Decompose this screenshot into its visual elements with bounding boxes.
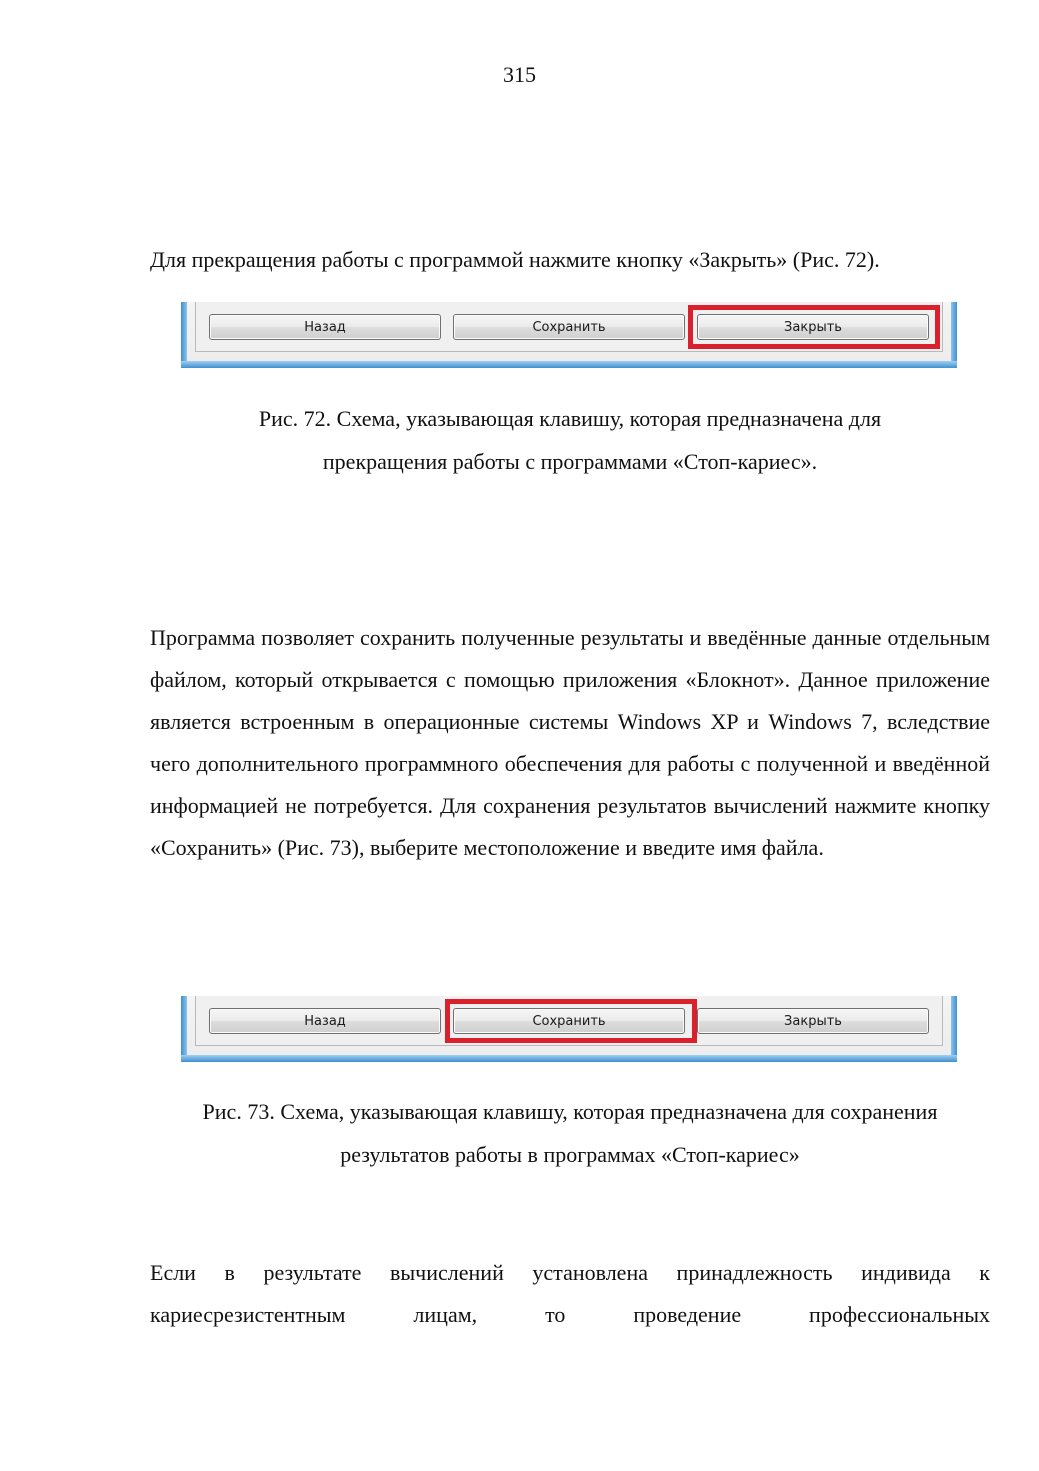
figure-72-screenshot [181, 302, 957, 368]
back-button[interactable]: Назад [209, 314, 441, 340]
caption-line: Рис. 73. Схема, указывающая клавишу, которая предназначена для сохранения [202, 1099, 938, 1124]
figure-73-caption [110, 1090, 1030, 1176]
figure-72-caption [110, 397, 1030, 483]
body-paragraph: Программа позволяет сохранить полученные результаты и введённые данные отдельным файлом, который открывается с помощью приложения «Блокнот». Данное приложение является встроенным в операционные системы Windows XP и Windows 7, вследствие чего дополнительного программного обеспечения для работы с полученной и введённой информацией не потребуется. Для сохранения результатов вычислений нажмите кнопку «Сохранить» (Рис. 73), выберите местоположение и введите имя файла. [150, 625, 990, 860]
intro-paragraph: Для прекращения работы с программой нажмите кнопку «Закрыть» (Рис. 72). [150, 247, 880, 272]
closing-line-1: Если в результате вычислений установлена принадлежность индивида к [150, 1260, 990, 1285]
window-frame-bottom [181, 361, 957, 368]
window-frame-left [181, 302, 187, 368]
window-frame-left [181, 996, 187, 1062]
page-number: 315 [503, 62, 536, 87]
window-frame-right [951, 302, 957, 368]
closing-line-2: кариесрезистентным лицам, то проведение профессиональных [150, 1302, 990, 1327]
figure-73-screenshot [181, 996, 957, 1062]
caption-line: прекращения работы с программами «Стоп-кариес». [322, 449, 818, 474]
window-frame-bottom [181, 1055, 957, 1062]
close-button[interactable]: Закрыть [697, 314, 929, 340]
window-frame-right [951, 996, 957, 1062]
caption-line: Рис. 72. Схема, указывающая клавишу, которая предназначена для [258, 406, 882, 431]
save-button-highlight [445, 999, 697, 1043]
save-button[interactable]: Сохранить [453, 314, 685, 340]
back-button[interactable]: Назад [209, 1008, 441, 1034]
caption-line: результатов работы в программах «Стоп-кариес» [340, 1142, 800, 1167]
save-button[interactable]: Сохранить [453, 1008, 685, 1034]
close-button-highlight [688, 305, 940, 349]
close-button[interactable]: Закрыть [697, 1008, 929, 1034]
